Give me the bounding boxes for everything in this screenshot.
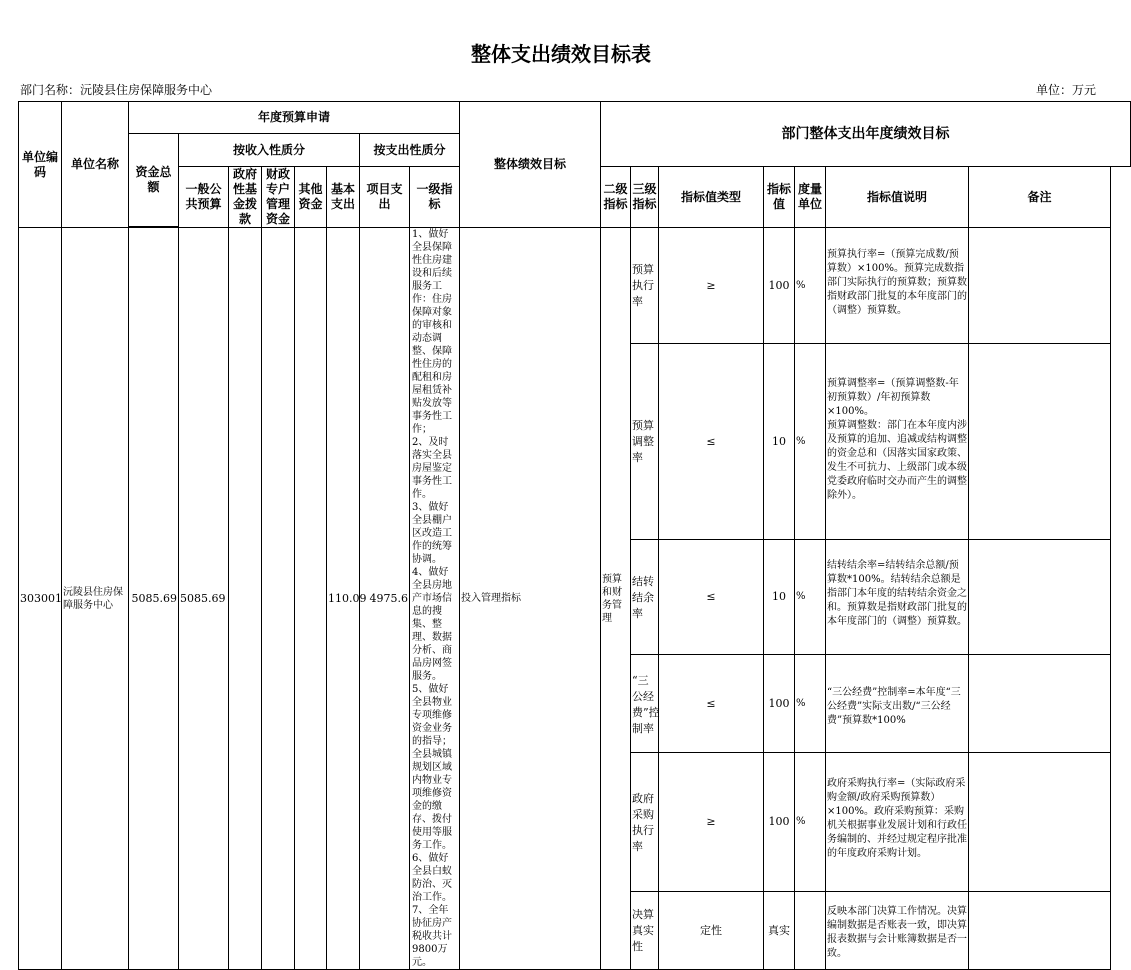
general-budget-cell: 5085.69 <box>179 228 229 970</box>
special-account-cell <box>262 228 295 970</box>
header-unit-code: 单位编码 <box>19 102 62 228</box>
header-ind-value: 指标值 <box>764 167 795 228</box>
header-general-budget: 一般公共预算 <box>179 167 229 228</box>
remark-cell <box>969 539 1111 655</box>
indicator-unit: % <box>795 753 826 891</box>
header-dept-goal: 部门整体支出年度绩效目标 <box>601 102 1131 167</box>
performance-table <box>18 101 1131 970</box>
total-cell: 5085.69 <box>129 228 179 970</box>
department-name: 部门名称：沅陵县住房保障服务中心 <box>20 83 213 97</box>
header-basic-expense: 基本支出 <box>327 167 360 228</box>
indicator-desc-text: 预算执行率=（预算完成数/预算数）×100%。预算完成数指部门实际执行的预算数；预算数指财政部门批复的本年度部门的（调整）预算数。 <box>827 248 968 316</box>
indicator-desc <box>826 891 969 969</box>
indicator-desc <box>826 655 969 753</box>
remark-cell <box>969 343 1111 539</box>
indicator-value: 10 <box>764 539 795 655</box>
header-gov-fund: 政府性基金拨款 <box>229 167 262 228</box>
header-remark: 备注 <box>969 167 1111 228</box>
level1-cell: 投入管理指标 <box>460 228 601 970</box>
indicator-desc-text: 反映本部门决算工作情况。决算编制数据是否账表一致，即决算报表数据与会计账簿数据是否一致。 <box>827 906 968 960</box>
header-total: 资金总额 <box>129 134 179 227</box>
header-ind-type: 指标值类型 <box>659 167 764 228</box>
indicator-unit: % <box>795 539 826 655</box>
indicator-desc-text: 结转结余率=结转结余总额/预算数*100%。结转结余总额是指部门本年度的结转结余资金之和。预算数是指财政部门批复的本年度部门的（调整）预算数。 <box>827 560 968 628</box>
overall-goal-cell: 1、做好全县保障性住房建设和后续服务工作：住房保障对象的审核和动态调整、保障性住房的配租和房屋租赁补贴发放等事务性工作； 2、及时落实全县房屋鉴定事务性工作。 3、做好全县棚户区改造工作的统筹协调。 4、做好全县房地产市场信息的搜集、整理、数据分析、商品房网签服务。 5、做好全县物业专项维修资金业务的指导；全县城镇规划区域内物业专项维修资金的缴存、拨付使用等服务工作。 6、做好全县白蚁防治、灭治工作。 7、全年协征房产税收共计9800万元。 <box>410 228 460 970</box>
header-ind-desc: 指标值说明 <box>826 167 969 228</box>
indicator-desc <box>826 343 969 539</box>
indicator-value: 100 <box>764 753 795 891</box>
page-title: 整体支出绩效目标表 <box>471 42 651 66</box>
indicator-desc-text: 预算调整率=（预算调整数-年初预算数）/年初预算数×100%。 预算调整数：部门在本年度内涉及预算的追加、追减或结构调整的资金总和（因落实国家政策、发生不可抗力、上级部门或本级党委政府临时交办而产生的调整除外）。 <box>827 378 968 502</box>
indicator-type: ≤ <box>659 539 764 655</box>
indicator-name: 预算执行率 <box>631 228 659 344</box>
gov-fund-cell <box>229 228 262 970</box>
indicator-desc-text: “三公经费”控制率=本年度“三公经费”实际支出数/“三公经费”预算数*100% <box>827 686 961 726</box>
project-expense-cell: 4975.6 <box>360 228 410 970</box>
indicator-unit: % <box>795 655 826 753</box>
unit-code-cell: 303001 <box>19 228 62 970</box>
indicator-desc <box>826 753 969 891</box>
indicator-type: ≤ <box>659 343 764 539</box>
indicator-type: 定性 <box>659 891 764 969</box>
header-measure-unit: 度量单位 <box>795 167 826 228</box>
header-level3: 三级指标 <box>631 167 659 228</box>
basic-expense-cell: 110.09 <box>327 228 360 970</box>
indicator-name: 决算真实性 <box>631 891 659 969</box>
indicator-desc-text: 政府采购执行率=（实际政府采购金额/政府采购预算数）×100%。政府采购预算：采购机关根据事业发展计划和行政任务编制的、并经过规定程序批准的年度政府采购计划。 <box>827 777 968 859</box>
remark-cell <box>969 891 1111 969</box>
remark-cell <box>969 228 1111 344</box>
remark-cell <box>969 753 1111 891</box>
header-by-expense: 按支出性质分 <box>360 134 460 167</box>
indicator-value: 真实 <box>764 891 795 969</box>
indicator-name: 预算调整率 <box>631 343 659 539</box>
header-annual-budget: 年度预算申请 <box>129 102 460 134</box>
currency-unit: 单位：万元 <box>1035 83 1096 97</box>
indicator-unit: % <box>795 343 826 539</box>
indicator-type: ≤ <box>659 655 764 753</box>
level2-cell: 预算和财务管理 <box>601 228 631 970</box>
header-other-funds: 其他资金 <box>295 167 327 228</box>
unit-name-cell: 沅陵县住房保障服务中心 <box>62 228 129 970</box>
header-level1: 一级指标 <box>410 167 460 228</box>
indicator-value: 10 <box>764 343 795 539</box>
indicator-unit <box>795 891 826 969</box>
header-level2: 二级指标 <box>601 167 631 228</box>
other-funds-cell <box>295 228 327 970</box>
indicator-value: 100 <box>764 655 795 753</box>
indicator-desc <box>826 228 969 344</box>
header-project-expense: 项目支出 <box>360 167 410 228</box>
indicator-name: 政府采购执行率 <box>631 753 659 891</box>
indicator-type: ≥ <box>659 228 764 344</box>
header-special-account: 财政专户管理资金 <box>262 167 295 228</box>
indicator-value: 100 <box>764 228 795 344</box>
indicator-name: 结转结余率 <box>631 539 659 655</box>
indicator-type: ≥ <box>659 753 764 891</box>
header-unit-name: 单位名称 <box>62 102 129 228</box>
indicator-desc <box>826 539 969 655</box>
remark-cell <box>969 655 1111 753</box>
header-overall-goal: 整体绩效目标 <box>460 102 601 228</box>
indicator-name: “三公经费”控制率 <box>631 655 659 753</box>
table-row <box>19 228 1131 344</box>
indicator-unit: % <box>795 228 826 344</box>
header-by-income: 按收入性质分 <box>179 134 360 167</box>
